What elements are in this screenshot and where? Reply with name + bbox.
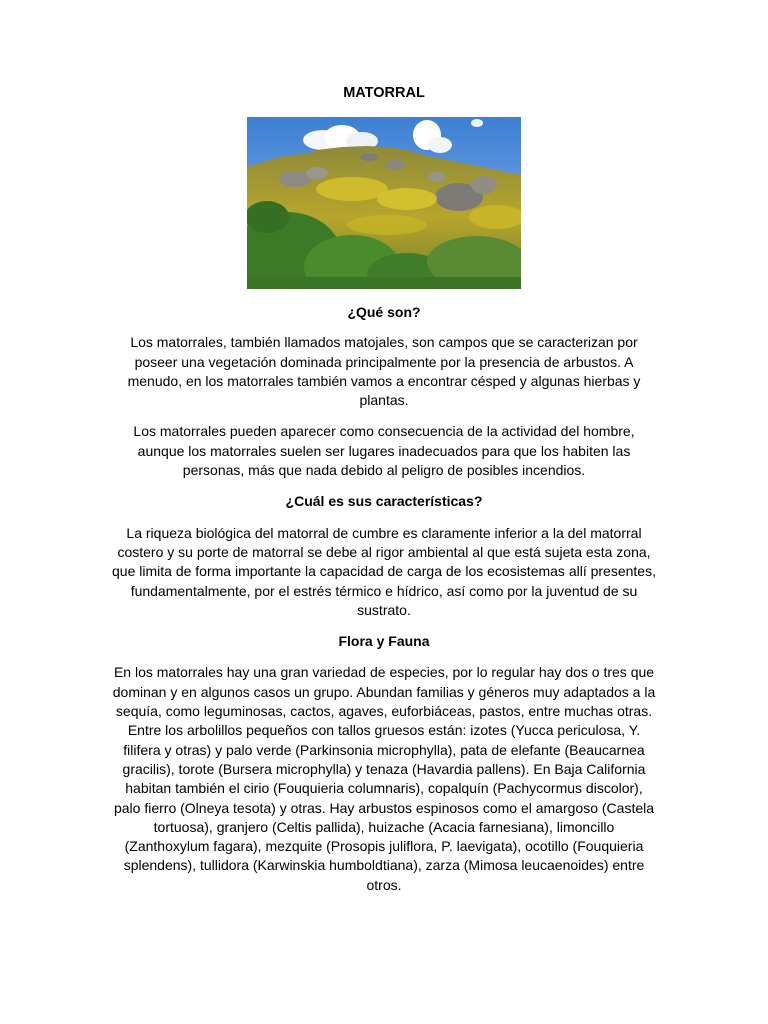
section-heading-caracteristicas: ¿Cuál es sus características? xyxy=(285,493,483,510)
section-heading-que-son: ¿Qué son? xyxy=(347,304,421,320)
section-heading-flora-fauna: Flora y Fauna xyxy=(338,633,430,650)
paragraph: Los matorrales, también llamados matojales, son campos que se caracterizan por poseer una vegetación dominada principalmente por la presencia de arbustos. A menudo, en los matorrales también vamos a encontrar césped y algunas hierbas y plantas. xyxy=(127,334,641,409)
paragraph: La riqueza biológica del matorral de cumbre es claramente inferior a la del matorral costero y su porte de matorral se debe al rigor ambiental al que está sujeta esta zona, que limita de forma importante la capacidad de carga de los ecosistemas allí presentes, fundamentalmente, por el estrés térmico e hídrico, así como por la juventud de su sustrato. xyxy=(112,524,656,618)
paragraph: Los matorrales pueden aparecer como consecuencia de la actividad del hombre, aunque los matorrales suelen ser lugares inadecuados para que los habiten las personas, más que nada debido al peligro de posibles incendios. xyxy=(133,423,635,479)
page-title: MATORRAL xyxy=(343,85,425,101)
document-body xyxy=(111,303,657,895)
paragraph: En los matorrales hay una gran variedad de especies, por lo regular hay dos o tres que dominan y en algunos casos un grupo. Abundan familias y géneros muy adaptados a la sequía, como leguminosas, cactos, agaves, euforbiáceas, pastos, entre muchas otras. Entre los arbolillos pequeños con tallos gruesos están: izotes (Yucca periculosa, Y. filifera y otras) y palo verde (Parkinsonia microphylla), pata de elefante (Beaucarnea gracilis), torote (Bursera microphylla) y tenaza (Havardia pallens). En Baja California habitan también el cirio (Fouquieria columnaris), copalquín (Pachycormus discolor), palo fierro (Olneya tesota) y otras. Hay arbustos espinosos como el amargoso (Castela tortuosa), granjero (Celtis pallida), huizache (Acacia farnesiana), limoncillo (Zanthoxylum fagara), mezquite (Prosopis juliflora, P. laevigata), ocotillo (Fouquieria splendens), tullidora (Karwinskia humboldtiana), zarza (Mimosa leucaenoides) entre otros. xyxy=(112,664,656,893)
matorral-photo xyxy=(247,117,521,289)
